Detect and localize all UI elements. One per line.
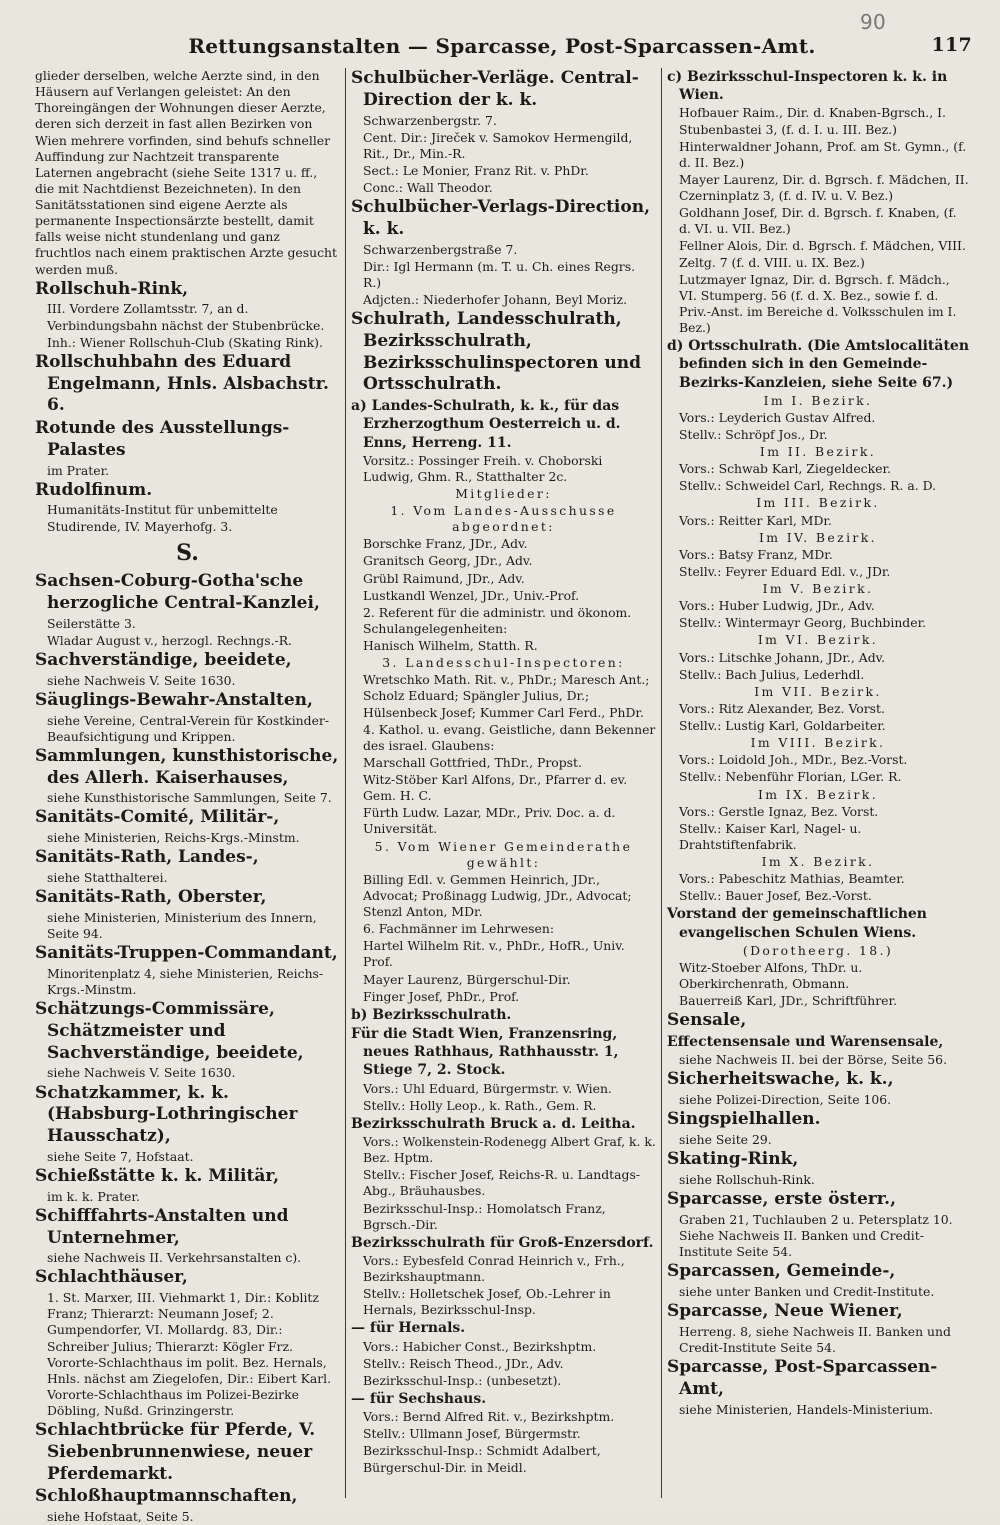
entry-line: Vors.: Reitter Karl, MDr. — [679, 512, 832, 528]
section-letter: S. — [176, 539, 199, 566]
entry-line: Marschall Gottfried, ThDr., Propst. — [363, 754, 582, 770]
subheading: — für Sechshaus. — [351, 1391, 487, 1407]
entry-line: Borschke Franz, JDr., Adv. — [363, 536, 528, 552]
section-label: Im II. Bezirk. — [759, 444, 877, 460]
subheading: — für Hernals. — [351, 1320, 466, 1337]
entry-line: im Prater. — [47, 462, 110, 478]
entry-line: Inh.: Wiener Rollschuh-Club (Skating Rink). — [47, 334, 323, 350]
entry-line: Witz-Stöber Karl Alfons, Dr., Pfarrer d. ev. Gem. H. C. — [363, 772, 628, 804]
entry-heading: Sammlungen, kunsthistorische, des Allerh. Kaiserhauses, — [35, 745, 339, 788]
entry-line: Hofbauer Raim., Dir. d. Knaben-Bgrsch., I. Stubenbastei 3, (f. d. I. u. III. Bez.) — [679, 105, 946, 137]
entry-line: Conc.: Wall Theodor. — [363, 180, 493, 195]
entry-line: Billing Edl. v. Gemmen Heinrich, JDr., Advocat; Proßinagg Ludwig, JDr., Advocat; Stenzl Anton, MDr. — [363, 871, 632, 920]
column-container — [30, 68, 974, 1525]
entry-heading: Schifffahrts-Anstalten und Unternehmer, — [35, 1205, 289, 1248]
entry-heading: Schulrath, Landesschulrath, Bezirksschulrath, Bezirksschulinspectoren und Ortsschulrath. — [351, 309, 641, 395]
entry-line: Stellv.: Holly Leop., k. Rath., Gem. R. — [363, 1097, 597, 1113]
entry-line: Vors.: Eybesfeld Conrad Heinrich v., Frh., Bezirkshauptmann. — [363, 1252, 625, 1285]
entry-line: Stellv.: Ullmann Josef, Bürgermstr. — [363, 1426, 581, 1442]
entry-line: Minoritenplatz 4, siehe Ministerien, Reichs-Krgs.-Minstm. — [47, 965, 324, 998]
entry-line: Bezirksschul-Insp.: Schmidt Adalbert, Bürgerschul-Dir. in Meidl. — [363, 1443, 601, 1475]
running-title: Rettungsanstalten — Sparcasse, Post-Sparcassen-Amt. — [188, 34, 816, 58]
entry-heading: Singspielhallen. — [667, 1109, 821, 1130]
entry-line: Stellv.: Nebenführ Florian, LGer. R. — [679, 769, 902, 785]
entry-line: Vors.: Habicher Const., Bezirkshptm. — [363, 1338, 597, 1354]
entry-line: siehe Ministerien, Ministerium des Innern, Seite 94. — [47, 909, 317, 942]
column-left — [30, 68, 346, 1525]
entry-line: Lutzmayer Ignaz, Dir. d. Bgrsch. f. Mädch., VI. Stumperg. 56 (f. d. X. Bez., sowie f. d. Priv.-Anst. im Bereiche d. Volksschulen im I. Bez.) — [679, 271, 957, 335]
entry-heading: Schulbücher-Verläge. Central-Direction der k. k. — [351, 68, 639, 110]
entry-heading: Schlachtbrücke für Pferde, V. Siebenbrunnenwiese, neuer Pferdemarkt. — [35, 1420, 316, 1484]
entry-line: Vors.: Leyderich Gustav Alfred. — [679, 409, 876, 425]
entry-line: Stellv.: Schröpf Jos., Dr. — [679, 426, 828, 442]
entry-line: Graben 21, Tuchlauben 2 u. Petersplatz 10. Siehe Nachweis II. Banken und Credit-Institute Seite 54. — [679, 1211, 953, 1259]
section-label: Im III. Bezirk. — [756, 495, 880, 511]
entry-line: Vors.: Wolkenstein-Rodenegg Albert Graf, k. k. Bez. Hptm. — [363, 1134, 656, 1166]
section-label: Im VIII. Bezirk. — [750, 735, 886, 751]
entry-heading: Sparcasse, Post-Sparcassen-Amt, — [667, 1357, 938, 1399]
entry-heading: Sanitäts-Rath, Oberster, — [35, 887, 267, 908]
paragraph: glieder derselben, welche Aerzte sind, in den Häusern auf Verlangen geleistet: An den Thoreingängen der Wohnungen dieser Aerzte, deren sich derzeit in fast allen Bezirken von Wien mehrere vorfinden, sind behufs schneller Auffindung zur Nachtzeit transparente Laternen angebracht (siehe Seite 1317 u. ff., die mit Nachtdienst Bezeichneten). In den Sanitätsstationen sind eigene Aerzte als permanente Inspectionsärzte bestellt, damit falls weise nicht stundenlang und ganz fruchtlos nach einem praktischen Arzte gesucht werden muß. — [35, 68, 338, 277]
entry-line: Finger Josef, PhDr., Prof. — [363, 988, 520, 1004]
entry-heading: Schießstätte k. k. Militär, — [35, 1165, 279, 1186]
subheading: c) Bezirksschul-Inspectoren k. k. in Wien. — [667, 69, 948, 104]
entry-line: Vors.: Gerstle Ignaz, Bez. Vorst. — [679, 803, 879, 819]
section-label: Im V. Bezirk. — [762, 581, 874, 597]
entry-heading: Sanitäts-Rath, Landes-, — [35, 847, 259, 868]
section-label: (Dorotheerg. 18.) — [742, 942, 894, 958]
entry-line: Cent. Dir.: Jireček v. Samokov Hermengild, Rit., Dr., Min.-R. — [363, 129, 633, 161]
section-label: Im VI. Bezirk. — [757, 632, 879, 648]
entry-line: Stellv.: Kaiser Karl, Nagel- u. Drahtstiftenfabrik. — [679, 820, 862, 852]
entry-line: Vors.: Bernd Alfred Rit. v., Bezirkshptm. — [363, 1409, 615, 1425]
entry-heading: Rollschuhbahn des Eduard Engelmann, Hnls. Alsbachstr. 6. — [35, 351, 329, 416]
column-middle — [346, 68, 662, 1498]
entry-line: Bezirksschul-Insp.: (unbesetzt). — [363, 1372, 562, 1388]
entry-line: III. Vordere Zollamtsstr. 7, an d. Verbindungsbahn nächst der Stubenbrücke. — [47, 301, 325, 333]
subheading: d) Ortsschulrath. (Die Amtslocalitäten befinden sich in den Gemeinde-Bezirks-Kanzleien, siehe Seite 67.) — [667, 338, 969, 391]
section-label: 3. Landesschul-Inspectoren: — [382, 655, 625, 671]
entry-line: 2. Referent für die administr. und ökonom. Schulangelegenheiten: — [363, 604, 632, 636]
section-label: Im IX. Bezirk. — [757, 786, 879, 802]
section-label: Im VII. Bezirk. — [754, 683, 882, 699]
entry-line: Sect.: Le Monier, Franz Rit. v. PhDr. — [363, 162, 589, 178]
entry-heading: Rotunde des Ausstellungs-Palastes — [35, 418, 290, 460]
entry-line: Mayer Laurenz, Bürgerschul-Dir. — [363, 971, 571, 987]
entry-line: 4. Kathol. u. evang. Geistliche, dann Bekenner des israel. Glaubens: — [363, 721, 656, 753]
entry-line: siehe Nachweis V. Seite 1630. — [47, 1065, 236, 1081]
entry-line: siehe Nachweis II. Verkehrsanstalten c). — [47, 1250, 302, 1266]
entry-line: siehe Statthalterei. — [47, 870, 168, 886]
entry-line: siehe Kunsthistorische Sammlungen, Seite 7. — [47, 790, 332, 806]
entry-line: Adjcten.: Niederhofer Johann, Beyl Moriz. — [363, 292, 628, 307]
entry-line: Stellv.: Lustig Karl, Goldarbeiter. — [679, 718, 886, 734]
entry-line: siehe unter Banken und Credit-Institute. — [679, 1283, 935, 1299]
entry-line: Stellv.: Wintermayr Georg, Buchbinder. — [679, 615, 927, 631]
entry-line: Schwarzenbergstr. 7. — [363, 112, 497, 128]
entry-line: Fellner Alois, Dir. d. Bgrsch. f. Mädchen, VIII. Zeltg. 7 (f. d. VIII. u. IX. Bez.) — [679, 238, 966, 270]
entry-line: 1. St. Marxer, III. Viehmarkt 1, Dir.: Koblitz Franz; Thierarzt: Neumann Josef; 2. Gumpendorfer, VI. Mollardg. 83, Dir.: Schreiber Julius; Thierarzt: Kögler Frz. Vororte-Schlachthaus im polit. Bez. Hernals, Hnls. nächst am Ziegelofen, Dir.: Eibert Karl. Vororte-Schlachthaus im Polizei-Bezirke Döbling, Nußd. Grinzingerstr. — [47, 1290, 332, 1419]
entry-line: Hanisch Wilhelm, Statth. R. — [363, 638, 538, 654]
entry-line: Vors.: Schwab Karl, Ziegeldecker. — [679, 461, 891, 477]
subheading: Bezirksschulrath Bruck a. d. Leitha. — [351, 1115, 636, 1132]
entry-heading: Schulbücher-Verlags-Direction, k. k. — [351, 197, 650, 239]
section-label: Im IV. Bezirk. — [758, 529, 878, 545]
subheading: Vorstand der gemeinschaftlichen evangelischen Schulen Wiens. — [667, 906, 927, 941]
entry-heading: Sparcassen, Gemeinde-, — [667, 1261, 896, 1282]
entry-line: Bauerreiß Karl, JDr., Schriftführer. — [679, 993, 898, 1009]
entry-line: Humanitäts-Institut für unbemittelte Studirende, IV. Mayerhofg. 3. — [47, 502, 278, 534]
subheading: b) Bezirksschulrath. — [351, 1006, 512, 1023]
entry-line: Vors.: Litschke Johann, JDr., Adv. — [679, 649, 886, 665]
entry-line: Dir.: Igl Hermann (m. T. u. Ch. eines Regrs. R.) — [363, 258, 636, 290]
entry-line: Wretschko Math. Rit. v., PhDr.; Maresch Ant.; Scholz Eduard; Spängler Julius, Dr.; Hülsenbeck Josef; Kummer Carl Ferd., PhDr. — [363, 672, 650, 720]
entry-heading: Sachsen-Coburg-Gotha'sche herzogliche Central-Kanzlei, — [35, 571, 320, 613]
entry-line: im k. k. Prater. — [47, 1188, 140, 1204]
entry-line: Vors.: Batsy Franz, MDr. — [679, 546, 833, 562]
entry-line: Seilerstätte 3. — [47, 615, 136, 631]
entry-line: Stellv.: Reisch Theod., JDr., Adv. — [363, 1355, 564, 1371]
entry-line: siehe Nachweis II. bei der Börse, Seite 56. — [679, 1052, 948, 1068]
entry-line: Stellv.: Fischer Josef, Reichs-R. u. Landtags-Abg., Bräuhausbes. — [363, 1167, 641, 1199]
entry-line: Vors.: Loidold Joh., MDr., Bez.-Vorst. — [679, 752, 908, 768]
entry-line: Fürth Ludw. Lazar, MDr., Priv. Doc. a. d. Universität. — [363, 805, 616, 837]
entry-line: Bezirksschul-Insp.: Homolatsch Franz, Bgrsch.-Dir. — [363, 1200, 606, 1232]
entry-heading: Sparcasse, erste österr., — [667, 1189, 896, 1209]
column-right — [662, 68, 974, 1498]
running-header — [30, 10, 974, 68]
entry-line: siehe Seite 29. — [679, 1132, 772, 1147]
entry-heading: Sensale, — [667, 1010, 747, 1031]
entry-line: Vors.: Pabeschitz Mathias, Beamter. — [679, 871, 905, 887]
entry-heading: Schatzkammer, k. k. (Habsburg-Lothringischer Hausschatz), — [35, 1082, 298, 1147]
entry-line: Grübl Raimund, JDr., Adv. — [363, 570, 525, 586]
subheading: Effectensensale und Warensensale, — [667, 1034, 944, 1051]
entry-line: siehe Hofstaat, Seite 5. — [47, 1509, 194, 1525]
entry-heading: Rollschuh-Rink, — [35, 278, 189, 299]
entry-heading: Sparcasse, Neue Wiener, — [667, 1301, 903, 1321]
entry-heading: Skating-Rink, — [667, 1149, 799, 1170]
entry-heading: Säuglings-Bewahr-Anstalten, — [35, 689, 313, 710]
entry-heading: Sicherheitswache, k. k., — [667, 1069, 894, 1090]
entry-line: Stellv.: Feyrer Eduard Edl. v., JDr. — [679, 563, 891, 579]
page-number: 117 — [931, 34, 972, 56]
entry-line: siehe Polizei-Direction, Seite 106. — [679, 1092, 892, 1108]
entry-line: 6. Fachmänner im Lehrwesen: — [363, 921, 555, 937]
section-label: 1. Vom Landes-Ausschusse abgeordnet: — [390, 503, 617, 535]
entry-line: Witz-Stoeber Alfons, ThDr. u. Oberkirchenrath, Obmann. — [679, 959, 863, 992]
entry-heading: Schätzungs-Commissäre, Schätzmeister und Sachverständige, beeidete, — [35, 999, 304, 1063]
entry-line: Lustkandl Wenzel, JDr., Univ.-Prof. — [363, 587, 580, 603]
entry-line: Schwarzenbergstraße 7. — [363, 241, 518, 257]
entry-line: Vors.: Huber Ludwig, JDr., Adv. — [679, 598, 875, 614]
entry-line: siehe Ministerien, Handels-Ministerium. — [679, 1401, 934, 1417]
entry-heading: Schlachthäuser, — [35, 1267, 188, 1288]
subheading: Bezirksschulrath für Groß-Enzersdorf. — [351, 1234, 654, 1251]
entry-heading: Sachverständige, beeidete, — [35, 649, 292, 670]
entry-line: Wladar August v., herzogl. Rechngs.-R. — [47, 632, 292, 648]
entry-line: Vors.: Ritz Alexander, Bez. Vorst. — [679, 700, 885, 716]
entry-line: Goldhann Josef, Dir. d. Bgrsch. f. Knaben, (f. d. VI. u. VII. Bez.) — [679, 205, 957, 237]
subheading: Für die Stadt Wien, Franzensring, neues Rathhaus, Rathhausstr. 1, Stiege 7, 2. Stock. — [351, 1026, 619, 1079]
entry-line: Vorsitz.: Possinger Freih. v. Choborski Ludwig, Ghm. R., Statthalter 2c. — [363, 452, 603, 484]
entry-line: Hinterwaldner Johann, Prof. am St. Gymn., (f. d. II. Bez.) — [679, 138, 967, 170]
entry-line: siehe Rollschuh-Rink. — [679, 1171, 815, 1187]
entry-line: Stellv.: Bach Julius, Lederhdl. — [679, 666, 865, 682]
entry-line: Stellv.: Bauer Josef, Bez.-Vorst. — [679, 888, 872, 904]
section-label: Mitglieder: — [455, 485, 552, 501]
pencil-annotation: 90 — [859, 10, 886, 34]
entry-line: Stellv.: Schweidel Carl, Rechngs. R. a. D. — [679, 478, 937, 494]
entry-line: Granitsch Georg, JDr., Adv. — [363, 553, 533, 569]
entry-heading: Schloßhauptmannschaften, — [35, 1486, 298, 1507]
entry-line: Vors.: Uhl Eduard, Bürgermstr. v. Wien. — [363, 1080, 612, 1096]
entry-line: siehe Vereine, Central-Verein für Kostkinder-Beaufsichtigung und Krippen. — [47, 712, 330, 744]
section-label: 5. Vom Wiener Gemeinderathe gewählt: — [374, 838, 633, 870]
section-label: Im I. Bezirk. — [763, 392, 873, 408]
entry-line: siehe Ministerien, Reichs-Krgs.-Minstm. — [47, 830, 300, 846]
entry-heading: Sanitäts-Truppen-Commandant, — [35, 943, 338, 964]
entry-line: Herreng. 8, siehe Nachweis II. Banken und Credit-Institute Seite 54. — [679, 1323, 951, 1355]
entry-heading: Rudolfinum. — [35, 479, 153, 500]
entry-heading: Sanitäts-Comité, Militär-, — [35, 807, 280, 828]
entry-line: Mayer Laurenz, Dir. d. Bgrsch. f. Mädchen, II. Czerninplatz 3, (f. d. IV. u. V. Bez.) — [679, 171, 969, 203]
section-label: Im X. Bezirk. — [761, 854, 875, 870]
entry-line: siehe Nachweis V. Seite 1630. — [47, 672, 236, 688]
entry-line: Stellv.: Holletschek Josef, Ob.-Lehrer in Hernals, Bezirksschul-Insp. — [363, 1286, 611, 1318]
subheading: a) Landes-Schulrath, k. k., für das Erzherzogthum Oesterreich u. d. Enns, Herreng. 11. — [351, 398, 621, 451]
entry-line: Hartel Wilhelm Rit. v., PhDr., HofR., Univ. Prof. — [363, 938, 625, 970]
entry-line: siehe Seite 7, Hofstaat. — [47, 1148, 194, 1164]
